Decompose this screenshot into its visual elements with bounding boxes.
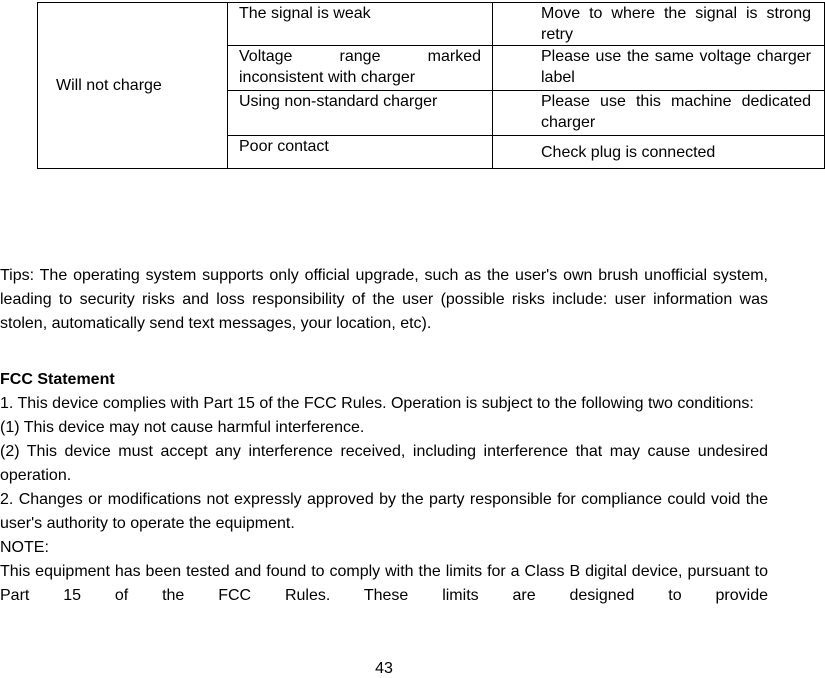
group-label-cell: Will not charge: [38, 3, 228, 169]
cause-cell: The signal is weak: [228, 3, 493, 46]
fcc-condition-1: (1) This device may not cause harmful interference.: [0, 419, 365, 436]
troubleshooting-table: [37, 2, 825, 169]
fcc-item-2: 2. Changes or modifications not expressly approved by the party responsible for compliance could void the user's authority to operate the equipment.: [0, 491, 768, 532]
cause-cell: Using non-standard charger: [228, 91, 493, 136]
fcc-condition-2: (2) This device must accept any interference received, including interference that may cause undesired operation.: [0, 443, 768, 484]
fcc-item-1: 1. This device complies with Part 15 of the FCC Rules. Operation is subject to the following two conditions:: [0, 395, 754, 412]
page-number: 43: [375, 660, 393, 677]
cause-cell: Poor contact: [228, 136, 493, 169]
note-text: This equipment has been tested and found to comply with the limits for a Class B digital device, pursuant to Part 15 of the FCC Rules. These limits are designed to provide: [0, 563, 768, 604]
table-row: [38, 3, 825, 46]
solution-cell: Check plug is connected: [493, 136, 825, 169]
solution-cell: Please use this machine dedicated charger: [493, 91, 825, 136]
fcc-statement: [0, 368, 768, 608]
note-label: NOTE:: [0, 539, 49, 556]
solution-cell: Please use the same voltage charger label: [493, 46, 825, 91]
tips-paragraph: Tips: The operating system supports only official upgrade, such as the user's own brush unofficial system, leading to security risks and loss responsibility of the user (possible risks include: user information was stolen, automatically send text messages, your location, etc).: [0, 267, 768, 332]
solution-cell: Move to where the signal is strong retry: [493, 3, 825, 46]
cause-cell: Voltage range marked inconsistent with charger: [228, 46, 493, 91]
fcc-heading: FCC Statement: [0, 371, 115, 388]
